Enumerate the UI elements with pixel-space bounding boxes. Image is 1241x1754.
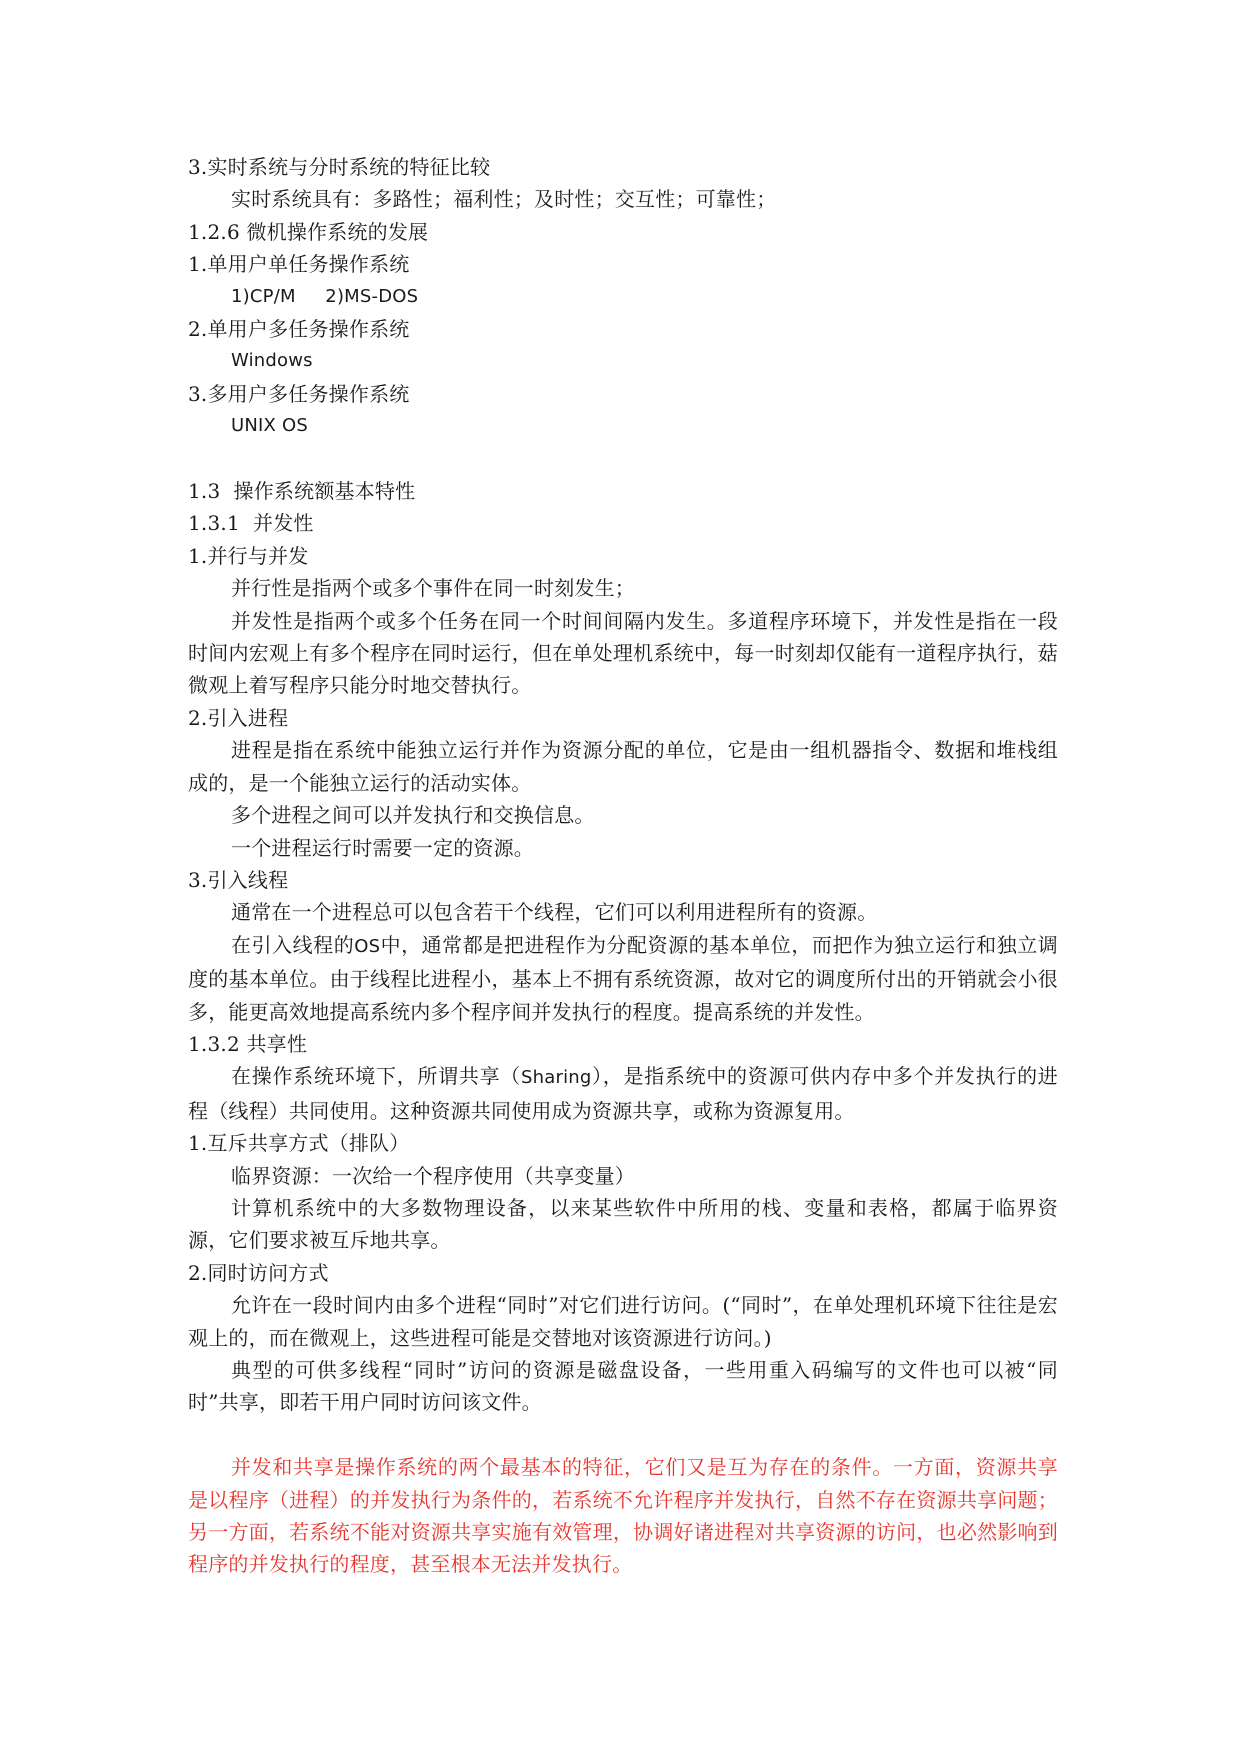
heading-1-3-2: 1.3.2 共享性 xyxy=(188,1031,308,1056)
thread-os-abbrev: OS xyxy=(354,935,381,957)
heading-1-3: 1.3 操作系统额基本特性 xyxy=(188,479,416,504)
paragraph-process-definition: 进程是指在系统中能独立运行并作为资源分配的单位，它是由一组机器指令、数据和堆栈组成的，是一个能独立运行的活动实体。 xyxy=(188,738,1058,795)
heading-1-3-1: 1.3.1 并发性 xyxy=(188,511,314,536)
sharing-text-b: ），是指系统中的资源可供内存中多个并发执行的进程（线程）共同使用。这种资源共同使用成为资源共享，或称为资源复用。 xyxy=(188,1064,1058,1123)
heading-single-user-multi-task: 2.单用户多任务操作系统 xyxy=(188,317,410,342)
paragraph-thread-contain: 通常在一个进程总可以包含若干个线程，它们可以利用进程所有的资源。 xyxy=(231,900,878,925)
sharing-text-a: 在操作系统环境下，所谓共享（ xyxy=(231,1064,522,1089)
heading-simultaneous: 2.同时访问方式 xyxy=(188,1260,329,1285)
heading-thread: 3.引入线程 xyxy=(188,867,289,892)
paragraph-critical-resource: 临界资源：一次给一个程序使用（共享变量） xyxy=(231,1163,635,1188)
heading-mutex-share: 1.互斥共享方式（排队） xyxy=(188,1131,410,1156)
paragraph-simultaneous: 允许在一段时间内由多个进程“同时”对它们进行访问。(“同时”，在单处理机环境下往往是宏观上的，而在微观上，这些进程可能是交替地对该资源进行访问。) xyxy=(188,1293,1058,1350)
heading-process: 2.引入进程 xyxy=(188,705,289,730)
thread-os-text-a: 在引入线程的 xyxy=(231,932,355,957)
single-task-examples: 1)CP/M 2)MS-DOS xyxy=(231,285,419,307)
paragraph-process-exchange: 多个进程之间可以并发执行和交换信息。 xyxy=(231,803,595,828)
blank-line xyxy=(188,443,1058,475)
multi-user-example: UNIX OS xyxy=(231,415,308,437)
multi-task-example: Windows xyxy=(231,350,313,372)
paragraph-sharing xyxy=(188,1060,1058,1127)
paragraph-concurrent: 并发性是指两个或多个任务在同一个时间间隔内发生。多道程序环境下，并发性是指在一段时间内宏观上有多个程序在同时运行，但在单处理机系统中，每一时刻却仅能有一道程序执行，菇微观上着写程序只能分时地交替执行。 xyxy=(188,608,1058,698)
document-body xyxy=(188,151,1058,1581)
paragraph-summary-highlight: 并发和共享是操作系统的两个最基本的特征，它们又是互为存在的条件。一方面，资源共享是以程序（进程）的并发执行为条件的，若系统不允许程序并发执行，自然不存在资源共享问题；另一方面，若系统不能对资源共享实施有效管理，协调好诸进程对共享资源的访问，也必然影响到程序的并发执行的程度，甚至根本无法并发执行。 xyxy=(188,1455,1058,1577)
paragraph-process-resource: 一个进程运行时需要一定的资源。 xyxy=(231,835,534,860)
paragraph-thread-os xyxy=(188,929,1058,1028)
rt-features-line: 实时系统具有：多路性；福利性；及时性；交互性；可靠性； xyxy=(231,187,777,212)
paragraph-disk-example: 典型的可供多线程“同时”访问的资源是磁盘设备，一些用重入码编写的文件也可以被“同时”共享，即若干用户同时访问该文件。 xyxy=(188,1358,1058,1415)
paragraph-parallel: 并行性是指两个或多个事件在同一时刻发生； xyxy=(231,576,635,601)
heading-multi-user-multi-task: 3.多用户多任务操作系统 xyxy=(188,381,410,406)
heading-rt-compare: 3.实时系统与分时系统的特征比较 xyxy=(188,155,491,179)
heading-single-user-single-task: 1.单用户单任务操作系统 xyxy=(188,252,410,277)
blank-line xyxy=(188,1419,1058,1451)
heading-parallel-concurrent: 1.并行与并发 xyxy=(188,543,309,568)
heading-1-2-6: 1.2.6 微机操作系统的发展 xyxy=(188,219,429,244)
paragraph-critical-devices: 计算机系统中的大多数物理设备，以来某些软件中所用的栈、变量和表格，都属于临界资源，它们要求被互斥地共享。 xyxy=(188,1195,1058,1253)
thread-os-text-b: 中，通常都是把进程作为分配资源的基本单位，而把作为独立运行和独立调度的基本单位。由于线程比进程小，基本上不拥有系统资源，故对它的调度所付出的开销就会小很多，能更高效地提高系统内多个程序间并发执行的程度。提高系统的并发性。 xyxy=(188,932,1058,1024)
sharing-english-term: Sharing xyxy=(521,1067,592,1089)
